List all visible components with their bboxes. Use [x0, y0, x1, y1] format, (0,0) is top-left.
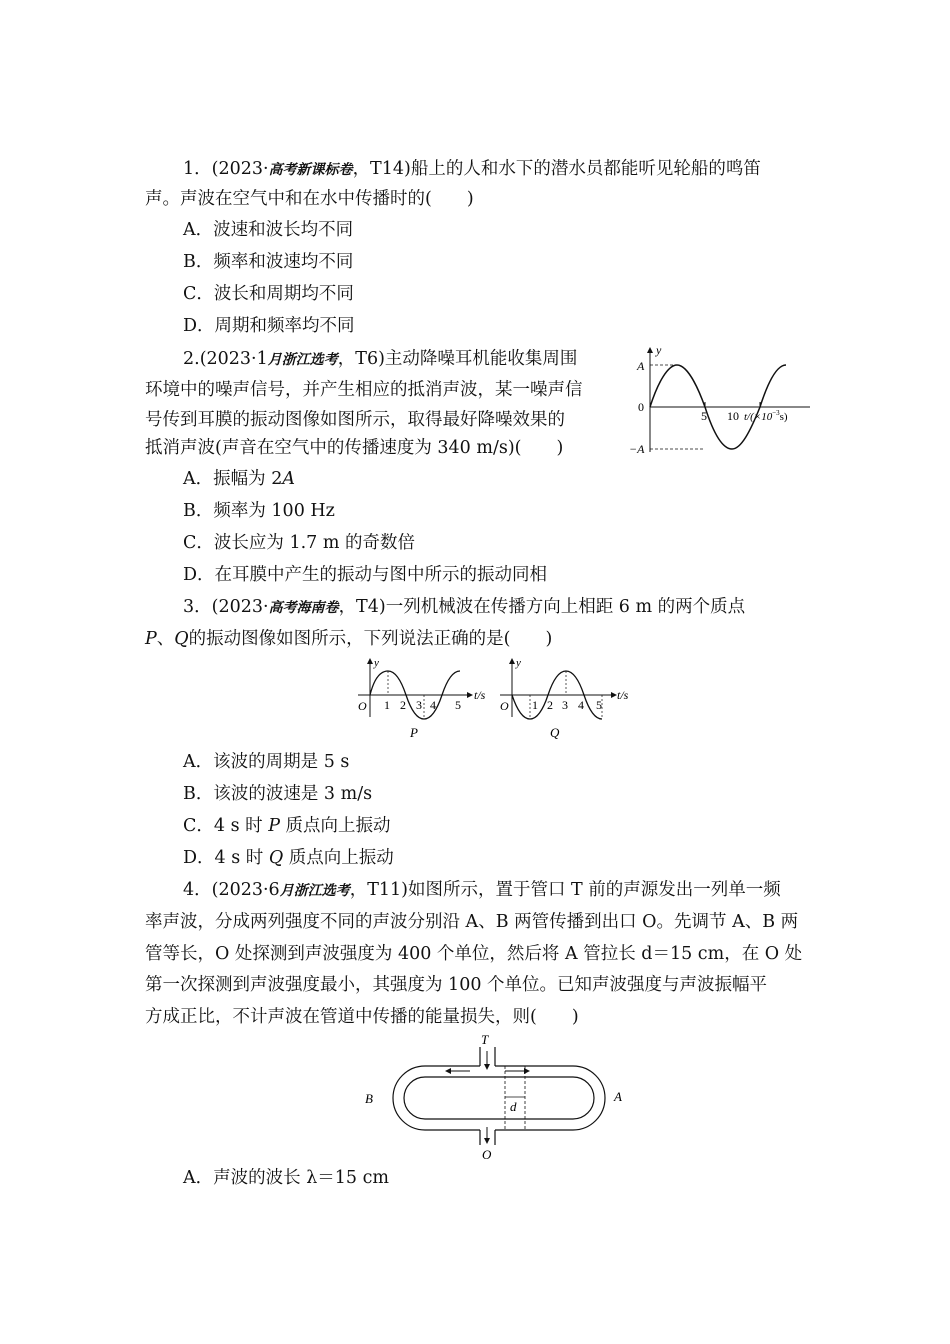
q3-p-tick-4: 4 — [430, 698, 436, 712]
q1-option-c: C．波长和周期均不同 — [183, 284, 354, 304]
q4-source: 月浙江选考 — [279, 883, 350, 899]
q2-graph-tick-10: 10 — [727, 409, 739, 423]
q3-q-origin-label: O — [500, 699, 509, 713]
q3-q-tick-4: 4 — [578, 698, 584, 712]
q4-line1: 4．(2023·6月浙江选考，T11)如图所示，置于管口 T 前的声源发出一列单一频 — [183, 880, 781, 900]
q4-label-o: O — [482, 1147, 492, 1162]
q2-graph-y-label: y — [656, 343, 662, 357]
q3-q-tick-5: 5 — [596, 698, 602, 712]
q2-option-c: C．波长应为 1.7 m 的奇数倍 — [183, 533, 416, 553]
q3-q-tick-3: 3 — [562, 698, 568, 712]
q2-graph-neg-amp-label: −A — [629, 442, 645, 456]
q3-p-tick-3: 3 — [416, 698, 422, 712]
q3-line1: 3．(2023·高考海南卷，T4)一列机械波在传播方向上相距 6 m 的两个质点 — [183, 597, 746, 617]
q3-q-x-label: t/s — [617, 688, 629, 702]
q3-p-y-label: y — [374, 657, 379, 669]
q2-option-b: B．频率为 100 Hz — [183, 501, 335, 521]
q1-option-d: D．周期和频率均不同 — [183, 316, 355, 336]
q2-line3: 号传到耳膜的振动图像如图所示，取得最好降噪效果的 — [145, 410, 565, 430]
q1-option-a: A．波速和波长均不同 — [183, 220, 354, 240]
q1-option-b: B．频率和波速均不同 — [183, 252, 354, 272]
q4-line3: 管等长，O 处探测到声波强度为 400 个单位，然后将 A 管拉长 d＝15 cm，在 O 处 — [145, 944, 803, 964]
q2-graph-x-axis-label: $t/(\times 10^{-3}s)$ — [744, 409, 788, 423]
q2-line1: 2.(2023·1月浙江选考，T6)主动降噪耳机能收集周围 — [183, 349, 578, 369]
q4-label-t: T — [481, 1033, 489, 1047]
q2-option-a: A．振幅为 2A — [183, 469, 295, 489]
q3-p-tick-5: 5 — [455, 698, 461, 712]
q2-line2: 环境中的噪声信号，并产生相应的抵消声波，某一噪声信 — [145, 380, 583, 400]
q2-option-d: D．在耳膜中产生的振动与图中所示的振动同相 — [183, 565, 548, 585]
q3-option-c: C．4 s 时 P 质点向上振动 — [183, 816, 391, 836]
q3-q-tick-2: 2 — [547, 698, 553, 712]
q2-source: 月浙江选考 — [267, 352, 338, 368]
q3-p-origin-label: O — [358, 699, 367, 713]
q1-line2: 声。声波在空气中和在水中传播时的( ) — [145, 189, 474, 209]
q1-source: 高考新课标卷 — [268, 162, 353, 178]
q3-option-b: B．该波的波速是 3 m/s — [183, 784, 373, 804]
q4-line4: 第一次探测到声波强度最小，其强度为 100 个单位。已知声波强度与声波振幅平 — [145, 975, 768, 995]
q4-line5: 方成正比，不计声波在管道中传播的能量损失，则( ) — [145, 1007, 579, 1027]
q2-graph-tick-5: 5 — [701, 409, 707, 423]
q3-source: 高考海南卷 — [268, 600, 339, 616]
q2-line4: 抵消声波(声音在空气中的传播速度为 340 m/s)( ) — [145, 438, 564, 458]
q3-option-d: D．4 s 时 Q 质点向上振动 — [183, 848, 394, 868]
q4-label-d: d — [510, 1099, 517, 1114]
q3-option-a: A．该波的周期是 5 s — [183, 752, 350, 772]
q4-tube-diagram — [360, 1033, 635, 1163]
q3-vibration-graphs — [350, 655, 640, 745]
q3-p-tick-1: 1 — [384, 698, 390, 712]
q1-line1: 1．(2023·高考新课标卷，T14)船上的人和水下的潜水员都能听见轮船的鸣笛 — [183, 159, 761, 179]
q2-graph-amp-label: A — [637, 359, 645, 373]
q3-line2: P、Q的振动图像如图所示，下列说法正确的是( ) — [145, 629, 553, 649]
q3-caption-p: P — [410, 725, 418, 740]
q4-option-a: A．声波的波长 λ＝15 cm — [183, 1168, 390, 1188]
q4-label-a: A — [614, 1089, 622, 1104]
q3-q-tick-1: 1 — [532, 698, 538, 712]
q4-line2: 率声波，分成两列强度不同的声波分别沿 A、B 两管传播到出口 O。先调节 A、B 两 — [145, 912, 799, 932]
q4-label-b: B — [365, 1091, 373, 1106]
q3-p-x-label: t/s — [474, 688, 486, 702]
q2-vibration-graph — [620, 340, 820, 465]
q3-q-y-label: y — [516, 657, 521, 669]
q2-graph-origin-label: 0 — [638, 400, 644, 414]
q3-caption-q: Q — [550, 725, 560, 740]
q3-p-tick-2: 2 — [400, 698, 406, 712]
